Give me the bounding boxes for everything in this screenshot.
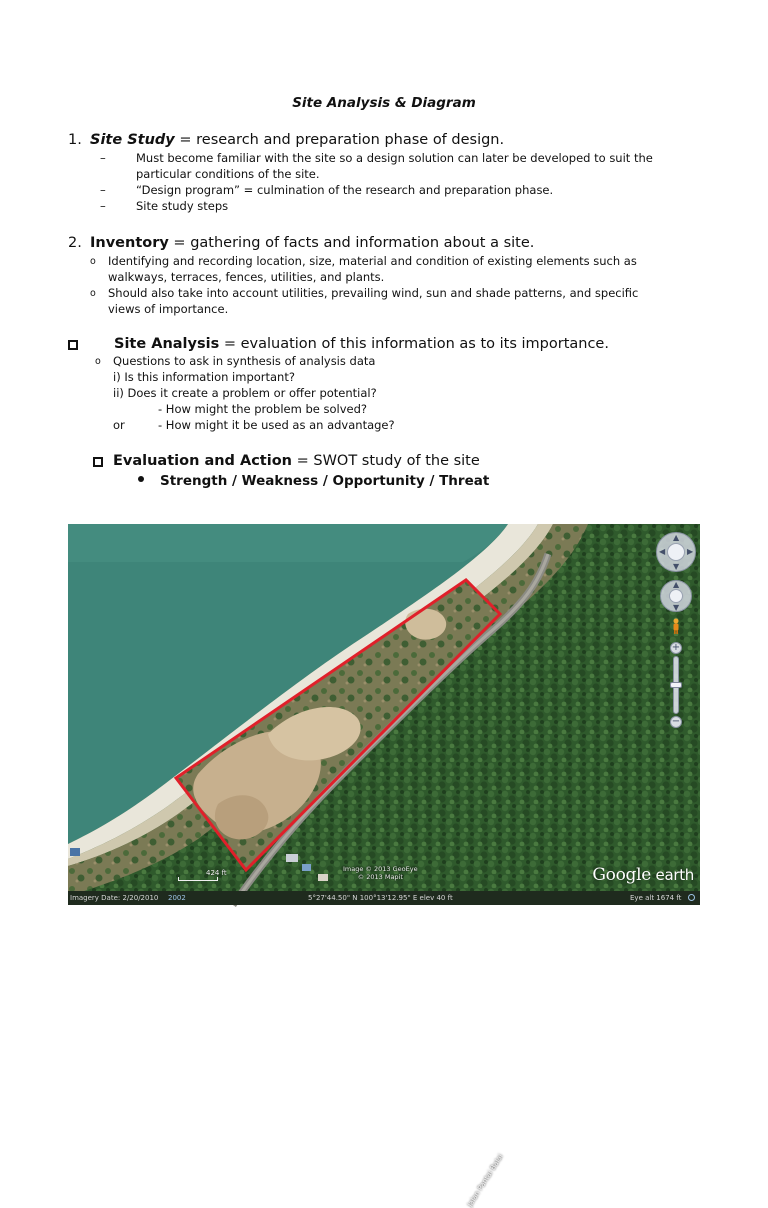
section-definition: = evaluation of this information as to its importance. [219,336,609,352]
list-item-text: particular conditions of the site. [136,167,320,181]
bullet-dot-icon [138,476,144,482]
arrow-down-icon: ▼ [673,603,680,612]
section-number: 2. [68,235,82,251]
zoom-slider-thumb[interactable] [670,682,682,688]
circle-marker: o [90,288,96,299]
list-item-text: “Design program” = culmination of the research and preparation phase. [136,183,554,197]
look-around-control[interactable] [656,532,696,572]
checkbox-bullet-icon [68,340,78,350]
section-number: 1. [68,132,82,148]
list-item-text: Should also take into account utilities, prevailing wind, sun and shade patterns, and specific [108,286,639,300]
section-definition: = research and preparation phase of design. [174,132,505,148]
move-control[interactable] [660,580,692,612]
list-item-text: Must become familiar with the site so a design solution can later be developed to suit the [136,151,653,165]
section-term: Site Analysis [114,336,220,352]
imagery-date: Imagery Date: 2/20/2010 [70,894,159,902]
streaming-indicator-icon [688,894,695,901]
logo-sub: earth [651,866,694,884]
logo-main: Google [592,865,652,885]
arrow-up-icon: ▲ [673,580,680,589]
section-site-study-heading [68,132,504,148]
section-inventory-heading [68,235,534,251]
swot-bullet [138,473,489,489]
map-imagery [68,524,700,905]
arrow-up-icon: ▲ [673,533,680,542]
question-text: ii) Does it create a problem or offer potential? [113,386,377,400]
list-item-text: walkways, terraces, fences, utilities, and plants. [108,270,385,284]
map-status-bar [68,891,700,905]
circle-marker: o [90,256,96,267]
arrow-right-icon: ▶ [687,547,694,556]
dash-marker: – [100,151,106,165]
eye-icon [667,543,685,561]
list-item-text: Questions to ask in synthesis of analysis data [113,354,376,368]
section-definition: = SWOT study of the site [292,453,480,469]
site-analysis-heading [114,336,609,352]
list-item-text: Identifying and recording location, size, material and condition of existing elements such as [108,254,637,268]
evaluation-heading [113,453,480,469]
arrow-left-icon: ◀ [659,547,666,556]
satellite-map [68,524,700,1208]
checkbox-bullet-icon [93,457,103,467]
list-item-text: Site study steps [136,199,229,213]
road-label: Jalan Pantai Balai [466,1152,505,1208]
section-term: Evaluation and Action [113,453,292,469]
scale-bar [178,877,218,881]
arrow-down-icon: ▼ [673,562,680,571]
imagery-credits [343,865,418,881]
section-term: Inventory [90,235,169,251]
question-text: - How might it be used as an advantage? [158,418,395,432]
dash-marker: – [100,183,106,197]
section-term: Site Study [90,132,175,148]
credit-line: Image © 2013 GeoEye [343,865,418,873]
page-title: Site Analysis & Diagram [292,95,476,111]
google-earth-logo [592,865,694,885]
section-definition: = gathering of facts and information about a site. [168,235,535,251]
dash-marker: – [100,199,106,213]
or-label: or [113,418,125,432]
circle-marker: o [95,356,101,367]
question-text: i) Is this information important? [113,370,295,384]
question-text: - How might the problem be solved? [158,402,368,416]
street-view-pegman-icon[interactable] [672,618,680,634]
credit-line: © 2013 Mapit [357,873,403,881]
coordinates-readout: 5°27'44.50" N 100°13'12.95" E elev 40 ft [308,894,453,902]
historical-year[interactable]: 2002 [168,894,186,902]
list-item-text: views of importance. [108,302,229,316]
zoom-in-button[interactable]: + [671,642,681,653]
swot-text: Strength / Weakness / Opportunity / Threat [160,473,490,489]
zoom-out-button[interactable]: − [671,716,681,727]
hand-icon [669,589,683,603]
scale-label: 424 ft [206,869,227,877]
eye-altitude: Eye alt 1674 ft [630,894,682,902]
